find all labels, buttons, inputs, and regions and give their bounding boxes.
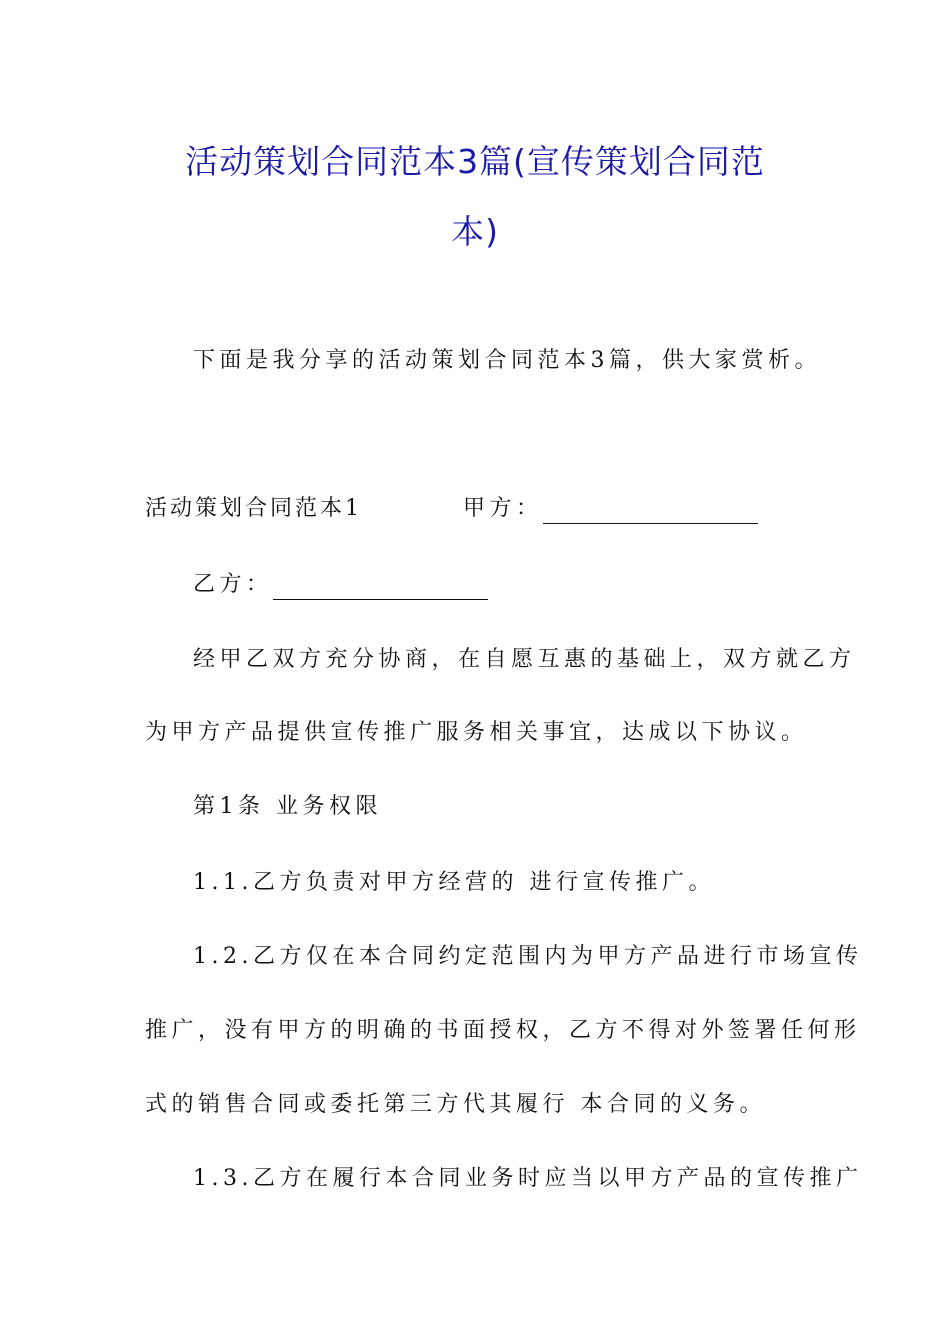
party-b-row bbox=[193, 570, 488, 600]
clause-1-2-line-3: 式的销售合同或委托第三方代其履行 本合同的义务。 bbox=[145, 1092, 766, 1117]
clause-1-3-line-1: 1.3.乙方在履行本合同业务时应当以甲方产品的宣传推广 bbox=[193, 1166, 863, 1191]
article-1-title: 第1条 业务权限 bbox=[193, 794, 382, 819]
document-title-line-2: 本) bbox=[451, 212, 499, 251]
document-title-line-1: 活动策划合同范本3篇(宣传策划合同范 bbox=[185, 142, 765, 181]
contract-heading: 活动策划合同范本1 bbox=[145, 496, 362, 521]
party-a-row bbox=[463, 494, 758, 524]
agreement-paragraph-line-2: 为甲方产品提供宣传推广服务相关事宜，达成以下协议。 bbox=[145, 720, 808, 745]
intro-paragraph: 下面是我分享的活动策划合同范本3篇，供大家赏析。 bbox=[193, 348, 821, 373]
party-a-blank bbox=[543, 499, 758, 524]
party-b-label: 乙方： bbox=[193, 572, 273, 597]
clause-1-2-line-2: 推广，没有甲方的明确的书面授权，乙方不得对外签署任何形 bbox=[145, 1018, 861, 1043]
clause-1-2-line-1: 1.2.乙方仅在本合同约定范围内为甲方产品进行市场宣传 bbox=[193, 944, 863, 969]
party-b-blank bbox=[273, 575, 488, 600]
agreement-paragraph-line-1: 经甲乙双方充分协商，在自愿互惠的基础上，双方就乙方 bbox=[193, 647, 856, 672]
clause-1-1: 1.1.乙方负责对甲方经营的 进行宣传推广。 bbox=[193, 870, 715, 895]
party-a-label: 甲方： bbox=[463, 496, 543, 521]
